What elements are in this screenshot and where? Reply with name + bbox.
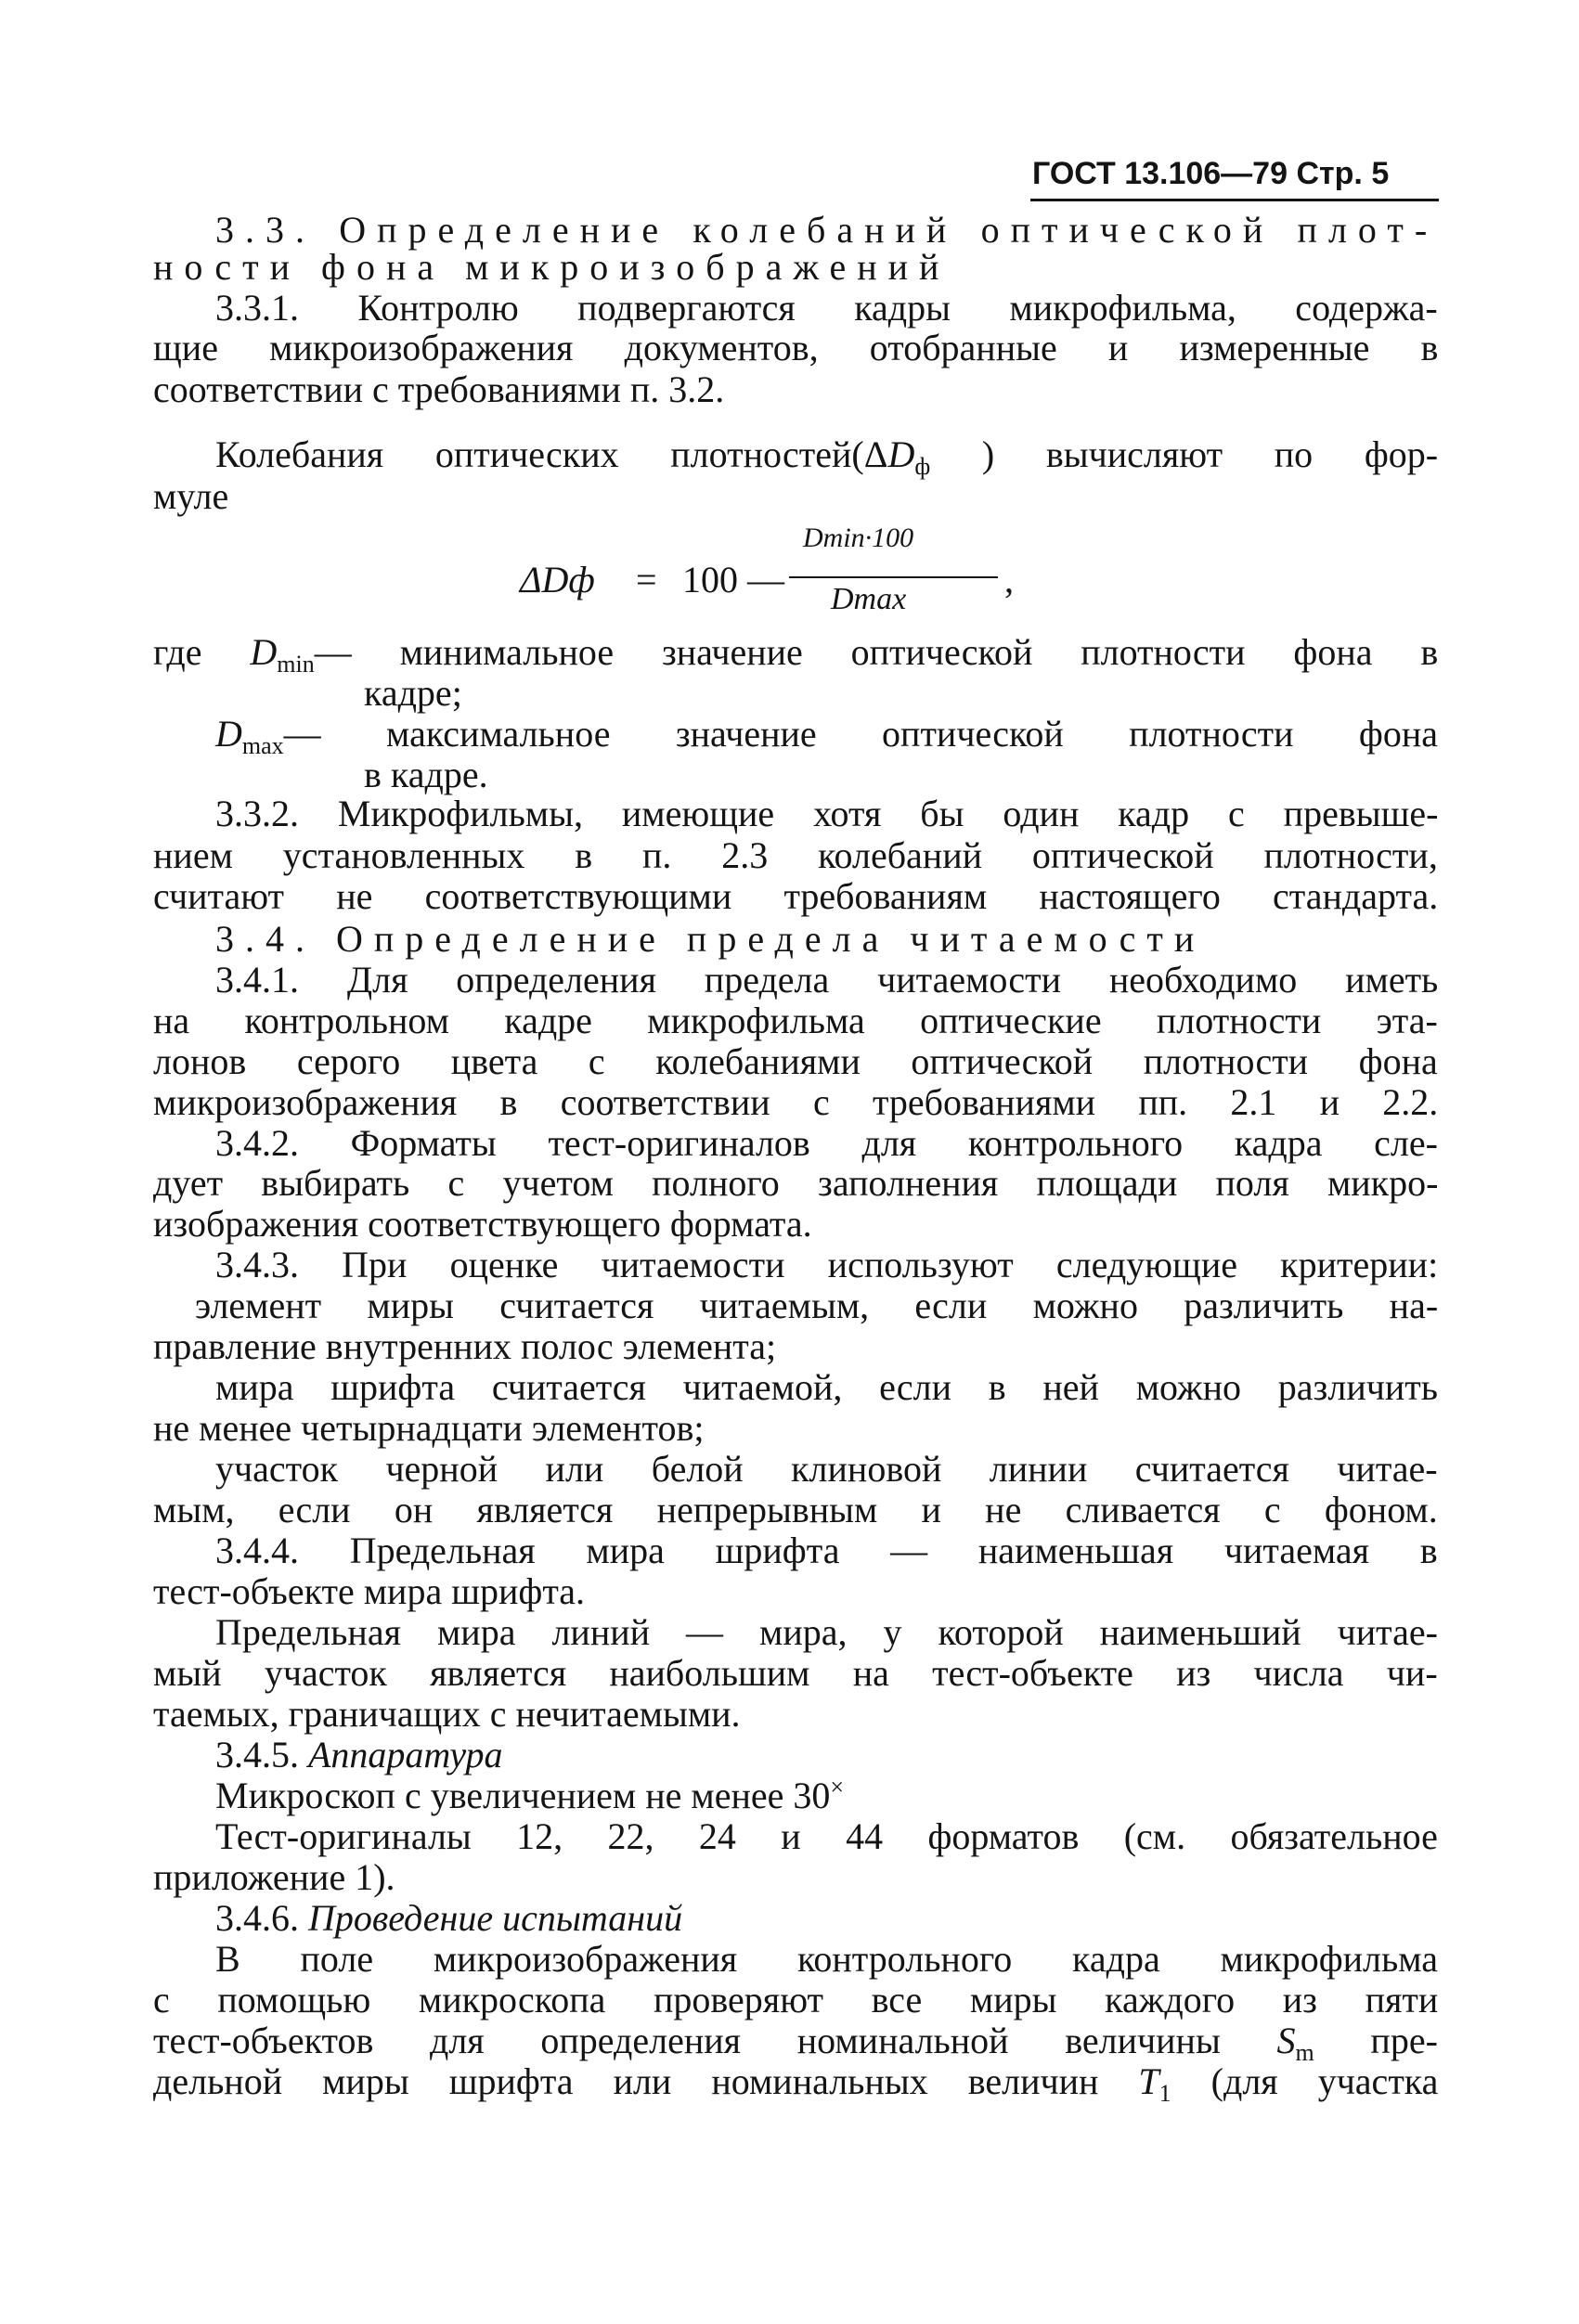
text-line: изображения соответствующего формата. [153,1203,812,1245]
text-line: 3.4.3. При оценке читаемости используют следующие критерии: [215,1244,1439,1285]
text-line: мый участок является наибольшим на тест-объекте из числа чи- [153,1652,1438,1694]
text-line: 3.4.1. Для определения предела читаемости необходимо иметь [215,959,1439,1001]
page-header: ГОСТ 13.106—79 Стр. 5 [1032,156,1390,191]
text-line: 3.4.2. Форматы тест-оригиналов для контрольного кадра сле- [215,1122,1438,1164]
text-line: $D_{max}—$ максимальное значение оптической плотности фона [215,713,1439,759]
formula-comma: , [1004,559,1014,600]
fraction-bar [789,576,998,578]
formula-denominator: Dmax [831,582,907,616]
text-line: дует выбирать с учетом полного заполнения площади поля микро- [153,1162,1439,1204]
text-line: муле [153,475,229,517]
formula-lhs: ΔDф [520,559,595,600]
text-line: дельной миры шрифта или номинальных величин $T_1$ (для участка [153,2060,1439,2107]
text-line: тест-объектов для определения номинальной величины $S_m$ пре- [153,2020,1438,2066]
text-line: 3.4.5. Аппаратура [215,1734,503,1775]
text-line: с помощью микроскопа проверяют все миры каждого из пяти [153,1979,1439,2021]
formula-numerator: Dmin·100 [803,523,914,553]
text-line: считают не соответствующими требованиям настоящего стандарта. [153,875,1439,917]
text-line: 3.3.2. Микрофильмы, имеющие хотя бы один кадр с превыше- [215,793,1439,834]
text-line: 3.4.6. Проведение испытаний [215,1897,683,1939]
text-line: где $D_{min}—$ минимальное значение оптической плотности фона в [153,631,1439,678]
formula-minus: — [747,559,784,600]
text-line: тест-объекте мира шрифта. [153,1570,586,1612]
text-line: 3.3. Определение колебаний оптической плот- [215,209,1439,251]
text-line: Микроскоп с увеличением не менее 30× [215,1774,845,1816]
text-line: микроизображения в соответствии с требованиями пп. 2.1 и 2.2. [153,1081,1439,1123]
text-line: таемых, граничащих с нечитаемыми. [153,1693,741,1735]
text-line: в кадре. [364,754,488,795]
text-line: мым, если он является непрерывным и не сливается с фоном. [153,1489,1438,1530]
text-line: 3.3.1. Контролю подвергаются кадры микрофильма, содержа- [215,287,1438,329]
text-line: на контрольном кадре микрофильма оптические плотности эта- [153,1000,1438,1041]
text-line: щие микроизображения документов, отобранные и измеренные в [153,327,1439,368]
formula-delta-d [520,524,1040,626]
text-line: правление внутренних полос элемента; [153,1325,777,1367]
text-line: Колебания оптических $плотностей(\Delta D_ф$ ) вычисляют по фор- [215,433,1439,480]
text-line: мира шрифта считается читаемой, если в ней можно различить [215,1366,1438,1408]
header-rule [1030,199,1439,201]
text-line: 3.4. Определение предела читаемости [215,918,1206,960]
formula-hundred: 100 [682,559,738,600]
text-line: не менее четырнадцати элементов; [153,1407,705,1449]
text-line: 3.4.4. Предельная мира шрифта — наименьшая читаемая в [215,1530,1438,1571]
text-line: В поле микроизображения контрольного кадра микрофильма [215,1938,1439,1980]
text-line: элемент миры считается читаемым, если можно различить на- [195,1285,1439,1326]
text-line: лонов серого цвета с колебаниями оптической плотности фона [153,1040,1438,1082]
text-line: Тест-оригиналы 12, 22, 24 и 44 форматов (см. обязательное [215,1815,1438,1857]
text-line: ности фона микроизображений [153,246,951,288]
formula-equals: = [636,559,657,600]
text-line: приложение 1). [153,1856,395,1898]
text-line: Предельная мира линий — мира, у которой наименьший читае- [215,1611,1438,1653]
text-line: соответствии с требованиями п. 3.2. [153,368,725,410]
text-line: участок черной или белой клиновой линии считается читае- [215,1448,1438,1490]
text-line: кадре; [364,672,462,714]
text-line: нием установленных в п. 2.3 колебаний оптической плотности, [153,834,1438,876]
